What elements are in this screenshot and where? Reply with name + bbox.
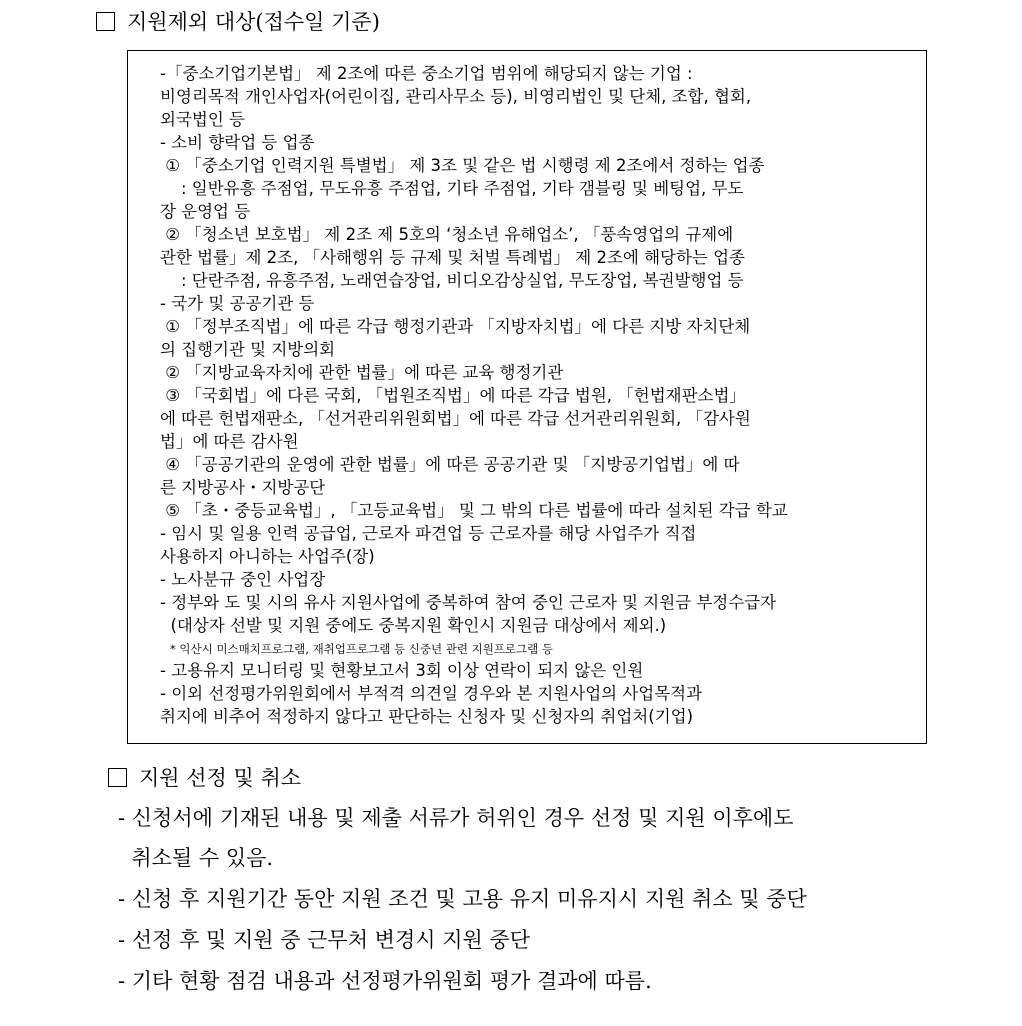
box-line: - 임시 및 일용 인력 공급업, 근로자 파견업 등 근로자를 해당 사업주가 직접 (160, 524, 697, 543)
box-line: (대상자 선발 및 지원 중에도 중복지원 확인시 지원금 대상에서 제외.) (160, 616, 667, 635)
box-line: -「중소기업기본법」 제 2조에 따른 중소기업 범위에 해당되지 않는 기업 : (160, 64, 693, 83)
box-line: ③ 「국회법」에 다른 국회, 「법원조직법」에 따른 각급 법원, 「헌법재판소법」 (160, 386, 746, 405)
box-line: : 일반유흥 주점업, 무도유흥 주점업, 기타 주점업, 기타 갬블링 및 베팅업, 무도 (160, 179, 744, 198)
checkbox-icon (108, 768, 127, 787)
body-line: - 선정 후 및 지원 중 근무처 변경시 지원 중단 (118, 928, 531, 952)
box-line: - 국가 및 공공기관 등 (160, 294, 315, 313)
box-line: ② 「청소년 보호법」 제 2조 제 5호의 ‘청소년 유해업소’, 「풍속영업의 규제에 (160, 225, 734, 244)
box-line: 사용하지 아니하는 사업주(장) (160, 547, 375, 566)
box-footnote: * 익산시 미스매치프로그램, 재취업프로그램 등 신중년 관련 지원프로그램 등 (170, 642, 554, 656)
box-line: ① 「중소기업 인력지원 특별법」 제 3조 및 같은 법 시행령 제 2조에서 정하는 업종 (160, 156, 765, 175)
section-title-exclusions (96, 6, 380, 36)
box-line: - 노사분규 중인 사업장 (160, 570, 326, 589)
box-line: 의 집행기관 및 지방의회 (160, 340, 336, 359)
box-line: - 이외 선정평가위원회에서 부적격 의견일 경우와 본 지원사업의 사업목적과 (160, 684, 703, 703)
body-line: - 기타 현황 점검 내용과 선정평가위원회 평가 결과에 따름. (118, 969, 652, 993)
box-line: 비영리목적 개인사업자(어린이집, 관리사무소 등), 비영리법인 및 단체, 조합, 협회, (160, 87, 752, 106)
box-line: 에 따른 헌법재판소, 「선거관리위원회법」에 따른 각급 선거관리위원회, 「감사원 (160, 409, 751, 428)
box-line: ① 「정부조직법」에 따른 각급 행정기관과 「지방자치법」에 다른 지방 자치단체 (160, 317, 751, 336)
box-line: ② 「지방교육자치에 관한 법률」에 따른 교육 행정기관 (160, 363, 564, 382)
box-line: - 고용유지 모니터링 및 현황보고서 3회 이상 연락이 되지 않은 인원 (160, 661, 644, 680)
box-line: 외국법인 등 (160, 110, 245, 129)
box-line: 장 운영업 등 (160, 202, 251, 221)
box-line: 관한 법률」제 2조, 「사해행위 등 규제 및 처벌 특례법」 제 2조에 해당하는 업종 (160, 248, 745, 267)
box-line: 른 지방공사・지방공단 (160, 478, 326, 497)
box-line: ⑤ 「초・중등교육법」, 「고등교육법」 및 그 밖의 다른 법률에 따라 설치된 각급 학교 (160, 501, 788, 520)
section-title-text: 지원제외 대상(접수일 기준) (127, 10, 380, 34)
box-line: - 정부와 도 및 시의 유사 지원사업에 중복하여 참여 중인 근로자 및 지원금 부정수급자 (160, 593, 777, 612)
box-line: ④ 「공공기관의 운영에 관한 법률」에 따른 공공기관 및 「지방공기업법」에 따 (160, 455, 740, 474)
body-line: 취소될 수 있음. (118, 846, 274, 870)
box-line: 취지에 비추어 적정하지 않다고 판단하는 신청자 및 신청자의 취업처(기업) (160, 707, 694, 726)
body-line: - 신청 후 지원기간 동안 지원 조건 및 고용 유지 미유지시 지원 취소 및 중단 (118, 887, 807, 911)
box-line: - 소비 향락업 등 업종 (160, 133, 315, 152)
box-line: : 단란주점, 유흥주점, 노래연습장업, 비디오감상실업, 무도장업, 복권발행업 등 (160, 271, 744, 290)
section-title-selection (108, 762, 301, 792)
checkbox-icon (96, 12, 115, 31)
section-title-text: 지원 선정 및 취소 (139, 766, 302, 790)
body-line: - 신청서에 기재된 내용 및 제출 서류가 허위인 경우 선정 및 지원 이후에도 (118, 806, 794, 830)
box-line: 법」에 따른 감사원 (160, 432, 299, 451)
